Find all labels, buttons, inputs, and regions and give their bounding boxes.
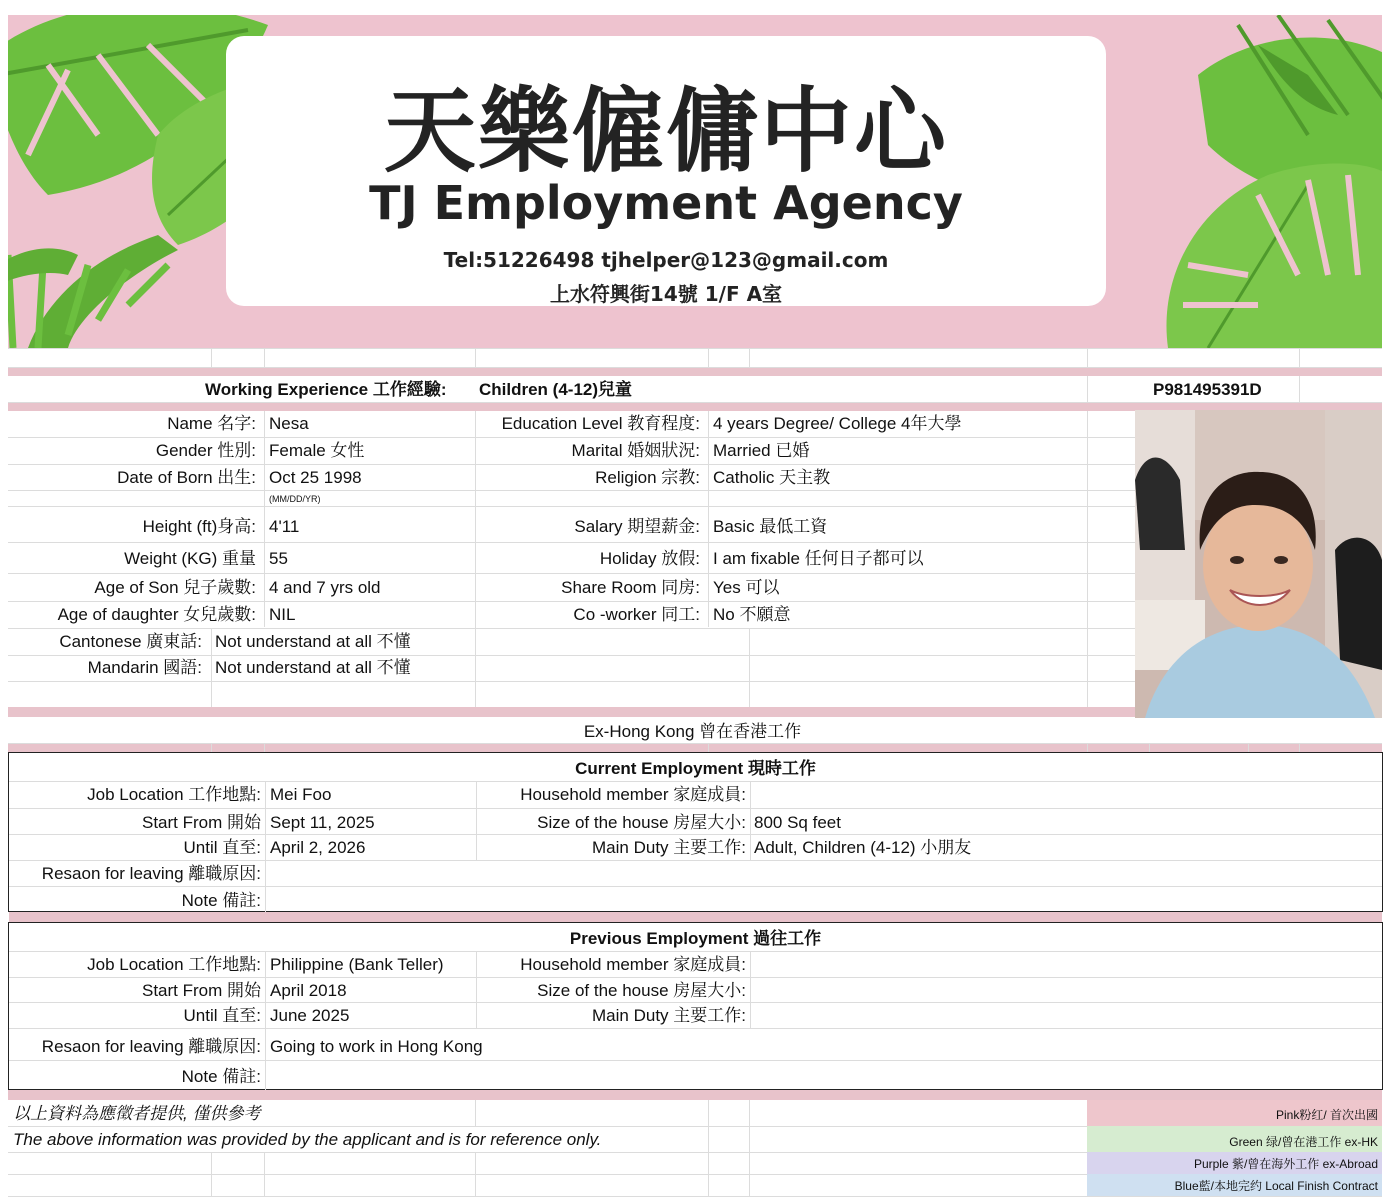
age-of-son-label: Age of Son 兒子歲數: [94,578,256,597]
co-worker-value: No 不願意 [713,605,791,624]
legend-green: Green 绿/曾在港工作 ex-HK [1087,1126,1382,1152]
current-until-value: April 2, 2026 [270,838,366,857]
section-divider-bottom [8,1090,1382,1100]
gender-value: Female 女性 [269,441,365,460]
disclaimer-chinese: 以上資料為應徵者提供, 僅供參考 [13,1104,261,1123]
religion-label: Religion 宗教: [595,468,700,487]
previous-reason-value: Going to work in Hong Kong [270,1037,483,1056]
age-of-son-value: 4 and 7 yrs old [269,578,381,597]
share-room-value: Yes 可以 [713,578,780,597]
current-household-label: Household member 家庭成員: [520,785,746,804]
current-reason-label: Resaon for leaving 離職原因: [41,864,261,883]
previous-job-location-label: Job Location 工作地點: [87,955,261,974]
agency-title-card [226,36,1106,306]
previous-house-size-label: Size of the house 房屋大小: [537,981,746,1000]
current-main-duty-label: Main Duty 主要工作: [592,838,746,857]
current-employment-title: Current Employment 現時工作 [575,759,816,778]
legend-blue: Blue藍/本地完约 Local Finish Contract [1087,1174,1382,1196]
previous-start-label: Start From 開始 [141,981,261,1000]
name-label: Name 名字: [167,414,256,433]
dob-value: Oct 25 1998 [269,468,362,487]
holiday-label: Holiday 放假: [599,549,700,568]
mandarin-value: Not understand at all 不懂 [215,658,411,677]
previous-until-value: June 2025 [270,1006,350,1025]
height-value: 4'11 [269,517,300,536]
previous-reason-label: Resaon for leaving 離職原因: [41,1037,261,1056]
agency-name-chinese: 天樂僱傭中心 [383,78,948,185]
dob-label: Date of Born 出生: [117,468,256,487]
age-of-daughter-value: NIL [269,605,296,624]
previous-household-label: Household member 家庭成員: [520,955,746,974]
disclaimer-english: The above information was provided by the applicant and is for reference only. [13,1130,602,1149]
gender-label: Gender 性別: [155,441,256,460]
section-divider [9,912,1382,922]
height-label: Height (ft)身高: [142,517,256,536]
education-label: Education Level 教育程度: [501,414,700,433]
weight-label: Weight (KG) 重量 [124,549,256,568]
cantonese-label: Cantonese 廣東話: [59,632,202,651]
current-job-location-label: Job Location 工作地點: [87,785,261,804]
previous-employment-title: Previous Employment 過往工作 [569,929,822,948]
legend-pink: Pink粉红/ 首次出國 [1087,1100,1382,1126]
weight-value: 55 [269,549,288,568]
legend-purple: Purple 紫/曾在海外工作 ex-Abroad [1087,1152,1382,1174]
current-employment-section [8,752,1383,912]
previous-employment-section [8,922,1383,1090]
current-job-location-value: Mei Foo [270,785,332,804]
applicant-photo [1135,410,1382,718]
marital-value: Married 已婚 [713,441,810,460]
working-experience-label: Working Experience 工作經驗: [205,380,447,399]
previous-start-value: April 2018 [270,981,347,1000]
previous-job-location-value: Philippine (Bank Teller) [270,955,444,974]
current-start-label: Start From 開始 [141,813,261,832]
salary-label: Salary 期望薪金: [574,517,700,536]
marital-label: Marital 婚姻狀況: [571,441,700,460]
previous-note-label: Note 備註: [181,1067,261,1086]
agency-contact: Tel:51226498 tjhelper@123@gmail.com [443,248,889,272]
co-worker-label: Co -worker 同工: [573,605,700,624]
working-experience-value: Children (4-12)兒童 [479,380,633,399]
mandarin-label: Mandarin 國語: [87,658,202,677]
current-note-label: Note 備註: [181,891,261,910]
name-value: Nesa [269,414,309,433]
employment-status: Ex-Hong Kong 曾在香港工作 [583,722,802,741]
dob-format-hint: (MM/DD/YR) [269,494,321,504]
share-room-label: Share Room 同房: [561,578,700,597]
cantonese-value: Not understand at all 不懂 [215,632,411,651]
current-until-label: Until 直至: [183,838,261,857]
previous-main-duty-label: Main Duty 主要工作: [592,1006,746,1025]
agency-address: 上水符興街14號 1/F A室 [549,282,783,306]
reference-number: P981495391D [1153,380,1262,399]
salary-value: Basic 最低工資 [713,517,828,536]
current-house-size-label: Size of the house 房屋大小: [537,813,746,832]
age-of-daughter-label: Age of daughter 女兒歲數: [57,605,256,624]
current-start-value: Sept 11, 2025 [270,813,375,832]
current-main-duty-value: Adult, Children (4-12) 小朋友 [754,838,972,857]
previous-until-label: Until 直至: [183,1006,261,1025]
education-value: 4 years Degree/ College 4年大學 [713,414,962,433]
religion-value: Catholic 天主教 [713,468,831,487]
agency-name-english: TJ Employment Agency [369,176,963,230]
current-house-size-value: 800 Sq feet [754,813,841,832]
holiday-value: I am fixable 任何日子都可以 [713,549,924,568]
